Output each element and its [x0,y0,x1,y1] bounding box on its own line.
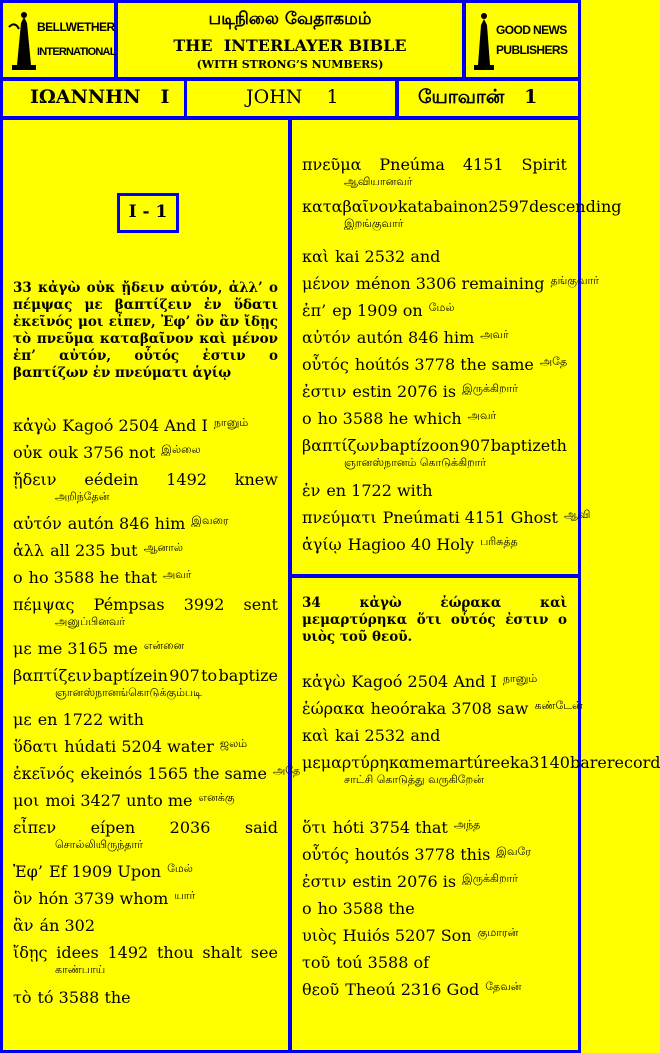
greek-word: οὗτός [302,845,349,864]
tamil-gloss: அறிந்தேன் [55,490,110,503]
greek-word: βαπτίζων [302,436,380,455]
word-entry [13,568,278,587]
word-entry [13,666,278,700]
gloss-word: 1492 [107,943,149,962]
greek-word: κἀγὼ [13,416,57,435]
greek-word: καὶ [302,726,330,745]
gloss: hón 3739 whom [38,889,169,908]
gloss: estin 2076 is [352,382,457,401]
tamil-gloss: இறங்குவார் [344,217,404,230]
gloss: estin 2076 is [352,872,457,891]
greek-word: ἑώρακα [302,699,365,718]
gloss-word: see [250,943,278,962]
gloss: ho 3588 he which [317,409,462,428]
word-entry [13,862,278,881]
gloss: Huiós 5207 Son [342,926,472,945]
tamil-gloss: தங்குவார் [550,274,600,287]
word-entry [302,436,567,470]
left-logo-line2: INTERNATIONAL [37,46,116,58]
gloss: en 1722 with [326,481,433,500]
gloss-word: 2597 [488,197,529,216]
tamil-gloss: என்னை [143,639,185,652]
gloss: en 1722 with [37,710,144,729]
verse-34-text: 34 κἀγὼ ἑώρακα καὶ μεμαρτύρηκα ὅτι οὗτός ἐστιν ο υιὸς τοῦ θεοῦ. [302,595,567,645]
tamil-gloss: யார் [174,889,196,902]
word-entry [302,980,567,999]
tamil-gloss: இருக்கிறார் [462,872,519,885]
gloss-word: 3992 [183,595,225,614]
title-box [118,3,462,77]
greek-word: μεμαρτύρηκα [302,753,410,772]
word-entry [302,328,567,347]
word-entry [302,481,567,500]
greek-word: βαπτίζειν [13,666,92,685]
word-entry [302,818,567,837]
greek-word: με [13,710,32,729]
tamil-gloss: மேல் [167,862,193,875]
greek-word: τὸ [13,988,32,1007]
word-entry [302,155,567,189]
gloss: hóti 3754 that [332,818,448,837]
word-entry [302,508,591,527]
word-entry [13,737,278,756]
gloss-word: 4151 [462,155,504,174]
greek-word: ὕδατι [13,737,59,756]
gloss: autón 846 him [356,328,475,347]
good-news-logo [466,3,578,77]
word-entry [13,943,278,977]
word-entry [13,818,278,852]
gloss: toú 3588 of [336,953,430,972]
word-entry [13,988,278,1007]
tamil-gloss: இவரே [496,845,531,858]
tamil-gloss: குமாரன் [477,926,519,939]
word-entry [13,639,278,658]
tamil-gloss: தேவன் [485,980,522,993]
greek-word: οὗτός [302,355,349,374]
gloss-word: baptizeth [490,436,567,455]
greek-word: ἂν [13,916,34,935]
gloss-word: Pémpsas [93,595,165,614]
greek-word: οὐκ [13,443,43,462]
gloss-word: record [606,753,660,772]
tamil-gloss: கண்டேன் [534,699,583,712]
chapter-label: I - 1 [117,193,179,233]
gloss-word: said [244,818,278,837]
gloss-word: 3140 [529,753,570,772]
word-entry [302,672,567,691]
gloss-word: 2036 [169,818,211,837]
greek-word: ο [302,899,312,918]
gloss: Hagioo 40 Holy [347,535,475,554]
word-entry [13,916,278,935]
greek-word: εἶπεν [13,818,57,837]
gloss: án 302 [39,916,95,935]
greek-word: Ἐφ’ [13,862,43,881]
greek-word: ἴδῃς [13,943,48,962]
word-entry [302,899,567,918]
gloss-word: baptízein [93,666,168,685]
tamil-gloss: மேல் [428,301,455,314]
tamil-gloss: இருக்கிறார் [462,382,519,395]
tamil-gloss: அந்த [453,818,481,831]
gloss: me 3165 me [37,639,138,658]
ref-tamil: யோவான் 1 [418,86,538,108]
tamil-gloss: அனுப்பினவர் [55,615,126,628]
tamil-gloss: பரிசுத்த [480,535,518,548]
greek-word: ἁγίῳ [302,535,342,554]
gloss: moi 3427 unto me [45,791,193,810]
gloss-word: eípen [90,818,136,837]
word-entry [13,541,278,560]
gloss: autón 846 him [67,514,186,533]
gloss-word: Spirit [521,155,567,174]
bellwether-logo [3,3,114,77]
right-logo-line2: PUBLISHERS [496,43,568,57]
word-entry [302,409,567,428]
word-entry [302,301,567,320]
tamil-gloss: எனக்கு [198,791,235,804]
word-entry [302,355,567,374]
greek-word: ο [13,568,23,587]
gloss: ménon 3306 remaining [355,274,545,293]
gloss-word: knew [234,470,278,489]
tamil-gloss: ஞானஸ்நானம் கொடுக்கிறார் [344,456,487,469]
gloss: Pneúmati 4151 Ghost [382,508,558,527]
word-entry [13,791,278,810]
tamil-title: படிநிலை வேதாகமம் [208,9,372,29]
greek-word: κἀγὼ [302,672,346,691]
greek-word: με [13,639,32,658]
greek-word: μένον [302,274,350,293]
gloss: Kagoó 2504 And I [351,672,497,691]
gloss-word: memartúreeka [409,753,530,772]
gloss-word: descending [528,197,622,216]
greek-word: ο [302,409,312,428]
gloss-word: 1492 [166,470,207,489]
gloss: Kagoó 2504 And I [62,416,208,435]
greek-word: πνεῦμα [302,155,362,174]
gloss: ouk 3756 not [48,443,156,462]
greek-word: μοι [13,791,40,810]
word-entry [13,595,278,629]
greek-word: υιὸς [302,926,337,945]
gloss-word: Pneúma [379,155,445,174]
word-entry [302,197,622,231]
ref-greek: ΙΩΑΝΝΗΝ Ι [30,86,170,108]
greek-word: καταβαῖνον [302,197,398,216]
gloss: heoóraka 3708 saw [370,699,529,718]
gloss-word: eédein [84,470,139,489]
word-entry [302,726,567,745]
word-entry [302,274,600,293]
greek-word: ἐπ’ [302,301,327,320]
gloss: ep 1909 on [332,301,423,320]
gloss-word: 907 [169,666,200,685]
word-entry [13,889,278,908]
gloss-word: bare [569,753,607,772]
greek-word: τοῦ [302,953,331,972]
greek-word: ᾔδειν [13,470,57,489]
word-entry [302,247,567,266]
word-entry [302,845,567,864]
gloss: kai 2532 and [335,247,441,266]
gloss: ho 3588 he that [28,568,158,587]
greek-word: πέμψας [13,595,75,614]
greek-word: ὅτι [302,818,327,837]
gloss-word: baptízoon [379,436,460,455]
word-entry [302,753,660,787]
word-entry [302,699,583,718]
word-entry [13,470,278,504]
word-entry [13,416,278,435]
gloss: houtós 3778 this [354,845,491,864]
right-logo-box [466,3,578,77]
greek-word: ἀλλ [13,541,45,560]
greek-word: αὐτόν [302,328,351,347]
tamil-gloss: அவர் [467,409,497,422]
tamil-gloss: இல்லை [161,443,201,456]
word-entry [302,535,567,554]
gloss: Ef 1909 Upon [48,862,162,881]
tamil-gloss: காண்பாய் [55,963,106,976]
greek-word: ἐκεῖνός [13,764,75,783]
tamil-gloss: அவர் [163,568,192,581]
tamil-gloss: ஆவி [563,508,591,521]
greek-word: ὃν [13,889,33,908]
gloss: all 235 but [50,541,138,560]
tamil-gloss: ஆவியானவர் [344,175,413,188]
gloss: Theoú 2316 God [345,980,480,999]
tamil-gloss: நானும் [213,416,249,429]
word-entry [13,710,278,729]
word-entry [13,514,278,533]
gloss: ekeinós 1565 the same [80,764,267,783]
gloss: húdati 5204 water [64,737,214,756]
tamil-gloss: ஜலம் [219,737,248,750]
gloss: ho 3588 the [317,899,415,918]
right-logo-line1: GOOD NEWS [496,23,567,37]
word-entry [13,764,301,783]
ref-english: JOHN 1 [246,86,339,108]
word-entry [302,926,567,945]
word-entry [302,872,567,891]
gloss-word: 907 [459,436,491,455]
gloss-word: baptize [218,666,278,685]
tamil-gloss: ஞானஸ்நானங்கொடுக்கும்படி [55,686,202,699]
tamil-gloss: சொல்லியிருந்தார் [55,838,143,851]
gloss-word: idees [56,943,99,962]
word-entry [302,382,567,401]
greek-word: ἐν [302,481,321,500]
tamil-gloss: அவர் [480,328,509,341]
greek-word: αὐτόν [13,514,62,533]
verse-33-text: 33 κἀγὼ οὐκ ᾔδειν αὐτόν, ἀλλ’ ο πέμψας με βαπτίζειν ἐν ὕδατι ἐκεῖνός μοι εἶπεν, Ἐφ’ ὃν ἂν ἴδῃς τὸ πνεῦμα καταβαῖνον καὶ μένον ἐπ’ αὐτόν, οὗτός ἐστιν ο βαπτίζων ἐν πνεύματι ἁγίῳ [13,280,278,381]
tamil-gloss: அதே [272,764,301,777]
tamil-gloss: அதே [539,355,568,368]
gloss-word: sent [243,595,278,614]
left-logo-box [3,3,114,77]
gloss-word: to [201,666,218,685]
greek-word: πνεύματι [302,508,377,527]
greek-word: καὶ [302,247,330,266]
greek-word: ἐστιν [302,382,347,401]
greek-word: ἐστιν [302,872,347,891]
main-title: THE INTERLAYER BIBLE [173,36,407,55]
word-entry [302,953,567,972]
tamil-gloss: ஆனால் [143,541,184,554]
gloss: hoútós 3778 the same [354,355,534,374]
tamil-gloss: நானும் [502,672,538,685]
gloss-word: thou [156,943,194,962]
gloss-word: katabainon [397,197,489,216]
subtitle: (WITH STRONG’S NUMBERS) [196,58,384,71]
gloss-word: shalt [202,943,243,962]
left-logo-line1: BELLWETHER [37,20,115,34]
gloss: kai 2532 and [335,726,441,745]
gloss: tó 3588 the [37,988,131,1007]
tamil-gloss: சாட்சி கொடுத்து வருகிறேன் [344,773,484,786]
greek-word: θεοῦ [302,980,340,999]
tamil-gloss: இவரை [191,514,229,527]
word-entry [13,443,278,462]
